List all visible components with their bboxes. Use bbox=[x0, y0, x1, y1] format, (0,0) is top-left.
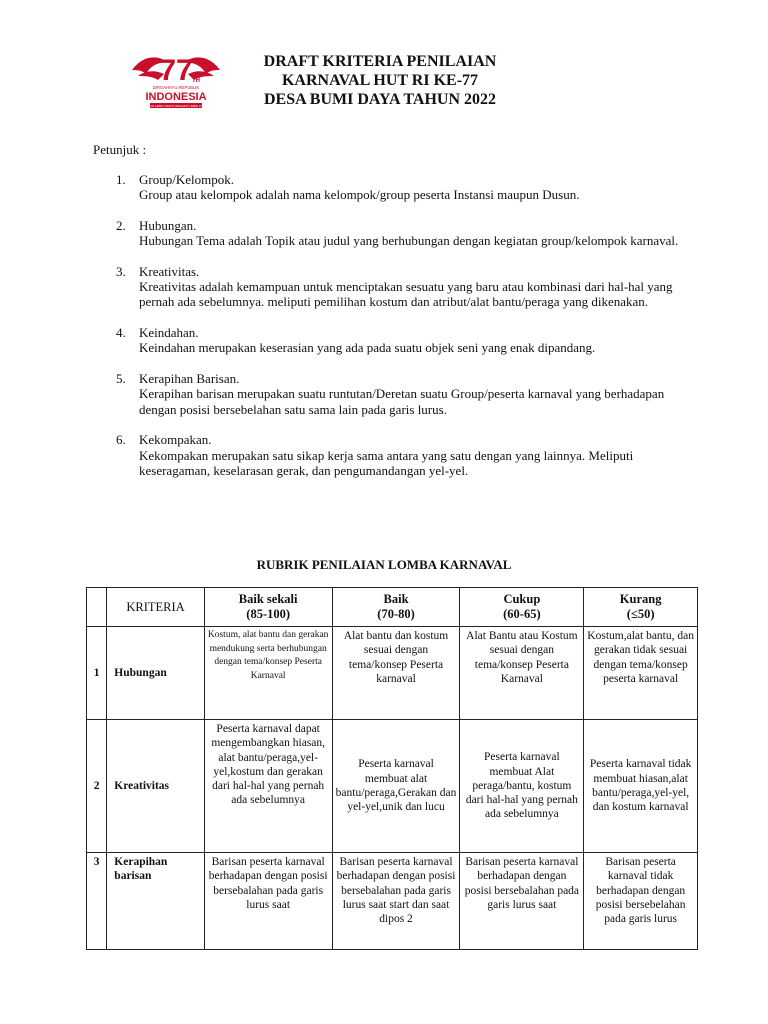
rubric-cell: Barisan peserta karnaval berhadapan dengan posisi bersebalahan pada garis lurus saat bbox=[204, 853, 332, 950]
rubric-cell: Peserta karnaval membuat alat bantu/peraga,Gerakan dan yel-yel,unik dan lucu bbox=[332, 720, 460, 853]
instruction-number: 4. bbox=[116, 325, 126, 341]
instruction-number: 3. bbox=[116, 264, 126, 279]
instruction-item bbox=[116, 264, 696, 310]
instruction-title: Keindahan. bbox=[139, 325, 199, 341]
instruction-title: Kreativitas. bbox=[139, 264, 200, 279]
document-title bbox=[230, 52, 530, 109]
instruction-number: 5. bbox=[116, 371, 126, 387]
hut-ri-77-logo bbox=[128, 40, 224, 112]
rubric-row bbox=[87, 853, 698, 950]
rubric-title: RUBRIK PENILAIAN LOMBA KARNAVAL bbox=[256, 557, 512, 572]
instructions-list bbox=[116, 172, 696, 478]
svg-text:PULIH LEBIH CEPAT, BANGKIT LEB: PULIH LEBIH CEPAT, BANGKIT LEBIH KUAT bbox=[145, 103, 207, 108]
rubric-header-col: Baik (70-80) bbox=[332, 588, 460, 627]
instructions-label: Petunjuk : bbox=[93, 142, 147, 157]
title-line-3: DESA BUMI DAYA TAHUN 2022 bbox=[263, 91, 497, 108]
rubric-cell: Peserta karnaval tidak membuat hiasan,alat bantu/peraga,yel-yel, dan kostum karnaval bbox=[584, 720, 698, 853]
rubric-header-no bbox=[87, 588, 107, 627]
rubric-row-number: 2 bbox=[87, 720, 107, 853]
title-line-1: DRAFT KRITERIA PENILAIAN bbox=[263, 53, 497, 70]
rubric-cell: Peserta karnaval dapat mengembangkan hiasan, alat bantu/peraga,yel-yel,kostum dan gerakan dari hal-hal yang pernah ada sebelumnya bbox=[204, 720, 332, 853]
rubric-row-number: 1 bbox=[87, 627, 107, 720]
rubric-cell: Kostum,alat bantu, dan gerakan tidak sesuai dengan tema/konsep peserta karnaval bbox=[584, 627, 698, 720]
instruction-description: Kerapihan barisan merupakan suatu runtutan/Deretan suatu Group/peserta karnaval yang berhadapan dengan posisi bersebelahan satu sama lain pada garis lurus. bbox=[139, 386, 665, 417]
rubric-header-kriteria: KRITERIA bbox=[107, 588, 204, 627]
svg-text:DIRGAHAYU REPUBLIK: DIRGAHAYU REPUBLIK bbox=[152, 85, 200, 90]
instruction-item bbox=[116, 432, 696, 478]
title-line-2: KARNAVAL HUT RI KE-77 bbox=[281, 72, 479, 89]
instruction-description: Keindahan merupakan keserasian yang ada pada suatu objek seni yang enak dipandang. bbox=[139, 340, 596, 356]
rubric-row-criterion: Hubungan bbox=[107, 627, 204, 720]
svg-text:77: 77 bbox=[159, 54, 193, 87]
rubric-row-criterion: Kerapihan barisan bbox=[107, 853, 204, 950]
rubric-cell: Alat Bantu atau Kostum sesuai dengan tema/konsep Peserta Karnaval bbox=[460, 627, 584, 720]
rubric-table bbox=[86, 587, 698, 950]
instruction-title: Group/Kelompok. bbox=[139, 172, 234, 187]
instruction-number: 1. bbox=[116, 172, 126, 187]
instruction-title: Hubungan. bbox=[139, 218, 197, 233]
instruction-title: Kerapihan Barisan. bbox=[139, 371, 240, 387]
rubric-header-col: Baik sekali (85-100) bbox=[204, 588, 332, 627]
instruction-description: Hubungan Tema adalah Topik atau judul yang berhubungan dengan kegiatan group/kelompok karnaval. bbox=[139, 233, 679, 249]
rubric-row bbox=[87, 720, 698, 853]
svg-text:TH: TH bbox=[192, 78, 200, 84]
instruction-item bbox=[116, 371, 696, 417]
instruction-item bbox=[116, 172, 696, 202]
instruction-item bbox=[116, 325, 696, 355]
rubric-header-col: Cukup (60-65) bbox=[460, 588, 584, 627]
rubric-cell: Kostum, alat bantu dan gerakan mendukung serta berhubungan dengan tema/konsep Peserta Karnaval bbox=[204, 627, 332, 720]
instruction-number: 2. bbox=[116, 218, 126, 233]
instruction-description: Kreativitas adalah kemampuan untuk menciptakan sesuatu yang baru atau kombinasi dari hal-hal yang pernah ada sebelumnya. meliputi pemilihan kostum dan atribut/alat bantu/peraga yang dikenakan. bbox=[139, 279, 673, 310]
rubric-cell: Barisan peserta karnaval berhadapan dengan posisi bersebalahan pada garis lurus saat bbox=[460, 853, 584, 950]
rubric-row-number: 3 bbox=[87, 853, 107, 950]
rubric-cell: Barisan peserta karnaval berhadapan dengan posisi bersebalahan pada garis lurus saat start dan saat dipos 2 bbox=[332, 853, 460, 950]
rubric-cell: Alat bantu dan kostum sesuai dengan tema/konsep Peserta karnaval bbox=[332, 627, 460, 720]
rubric-cell: Barisan peserta karnaval tidak berhadapan dengan posisi bersebelahan pada garis lurus bbox=[584, 853, 698, 950]
rubric-header-row bbox=[87, 588, 698, 627]
instruction-item bbox=[116, 218, 696, 248]
instruction-title: Kekompakan. bbox=[139, 432, 212, 448]
instruction-number: 6. bbox=[116, 432, 126, 448]
rubric-cell: Peserta karnaval membuat Alat peraga/bantu, kostum dari hal-hal yang pernah ada sebelumnya bbox=[460, 720, 584, 853]
instruction-description: Kekompakan merupakan satu sikap kerja sama antara yang satu dengan yang lainnya. Meliputi keseragaman, keselarasan gerak, dan pengumandangan yel-yel. bbox=[139, 447, 634, 478]
rubric-row bbox=[87, 627, 698, 720]
svg-text:INDONESIA: INDONESIA bbox=[145, 91, 207, 103]
rubric-header-col: Kurang (≤50) bbox=[584, 588, 698, 627]
instruction-description: Group atau kelompok adalah nama kelompok/group peserta Instansi maupun Dusun. bbox=[139, 187, 580, 203]
rubric-row-criterion: Kreativitas bbox=[107, 720, 204, 853]
